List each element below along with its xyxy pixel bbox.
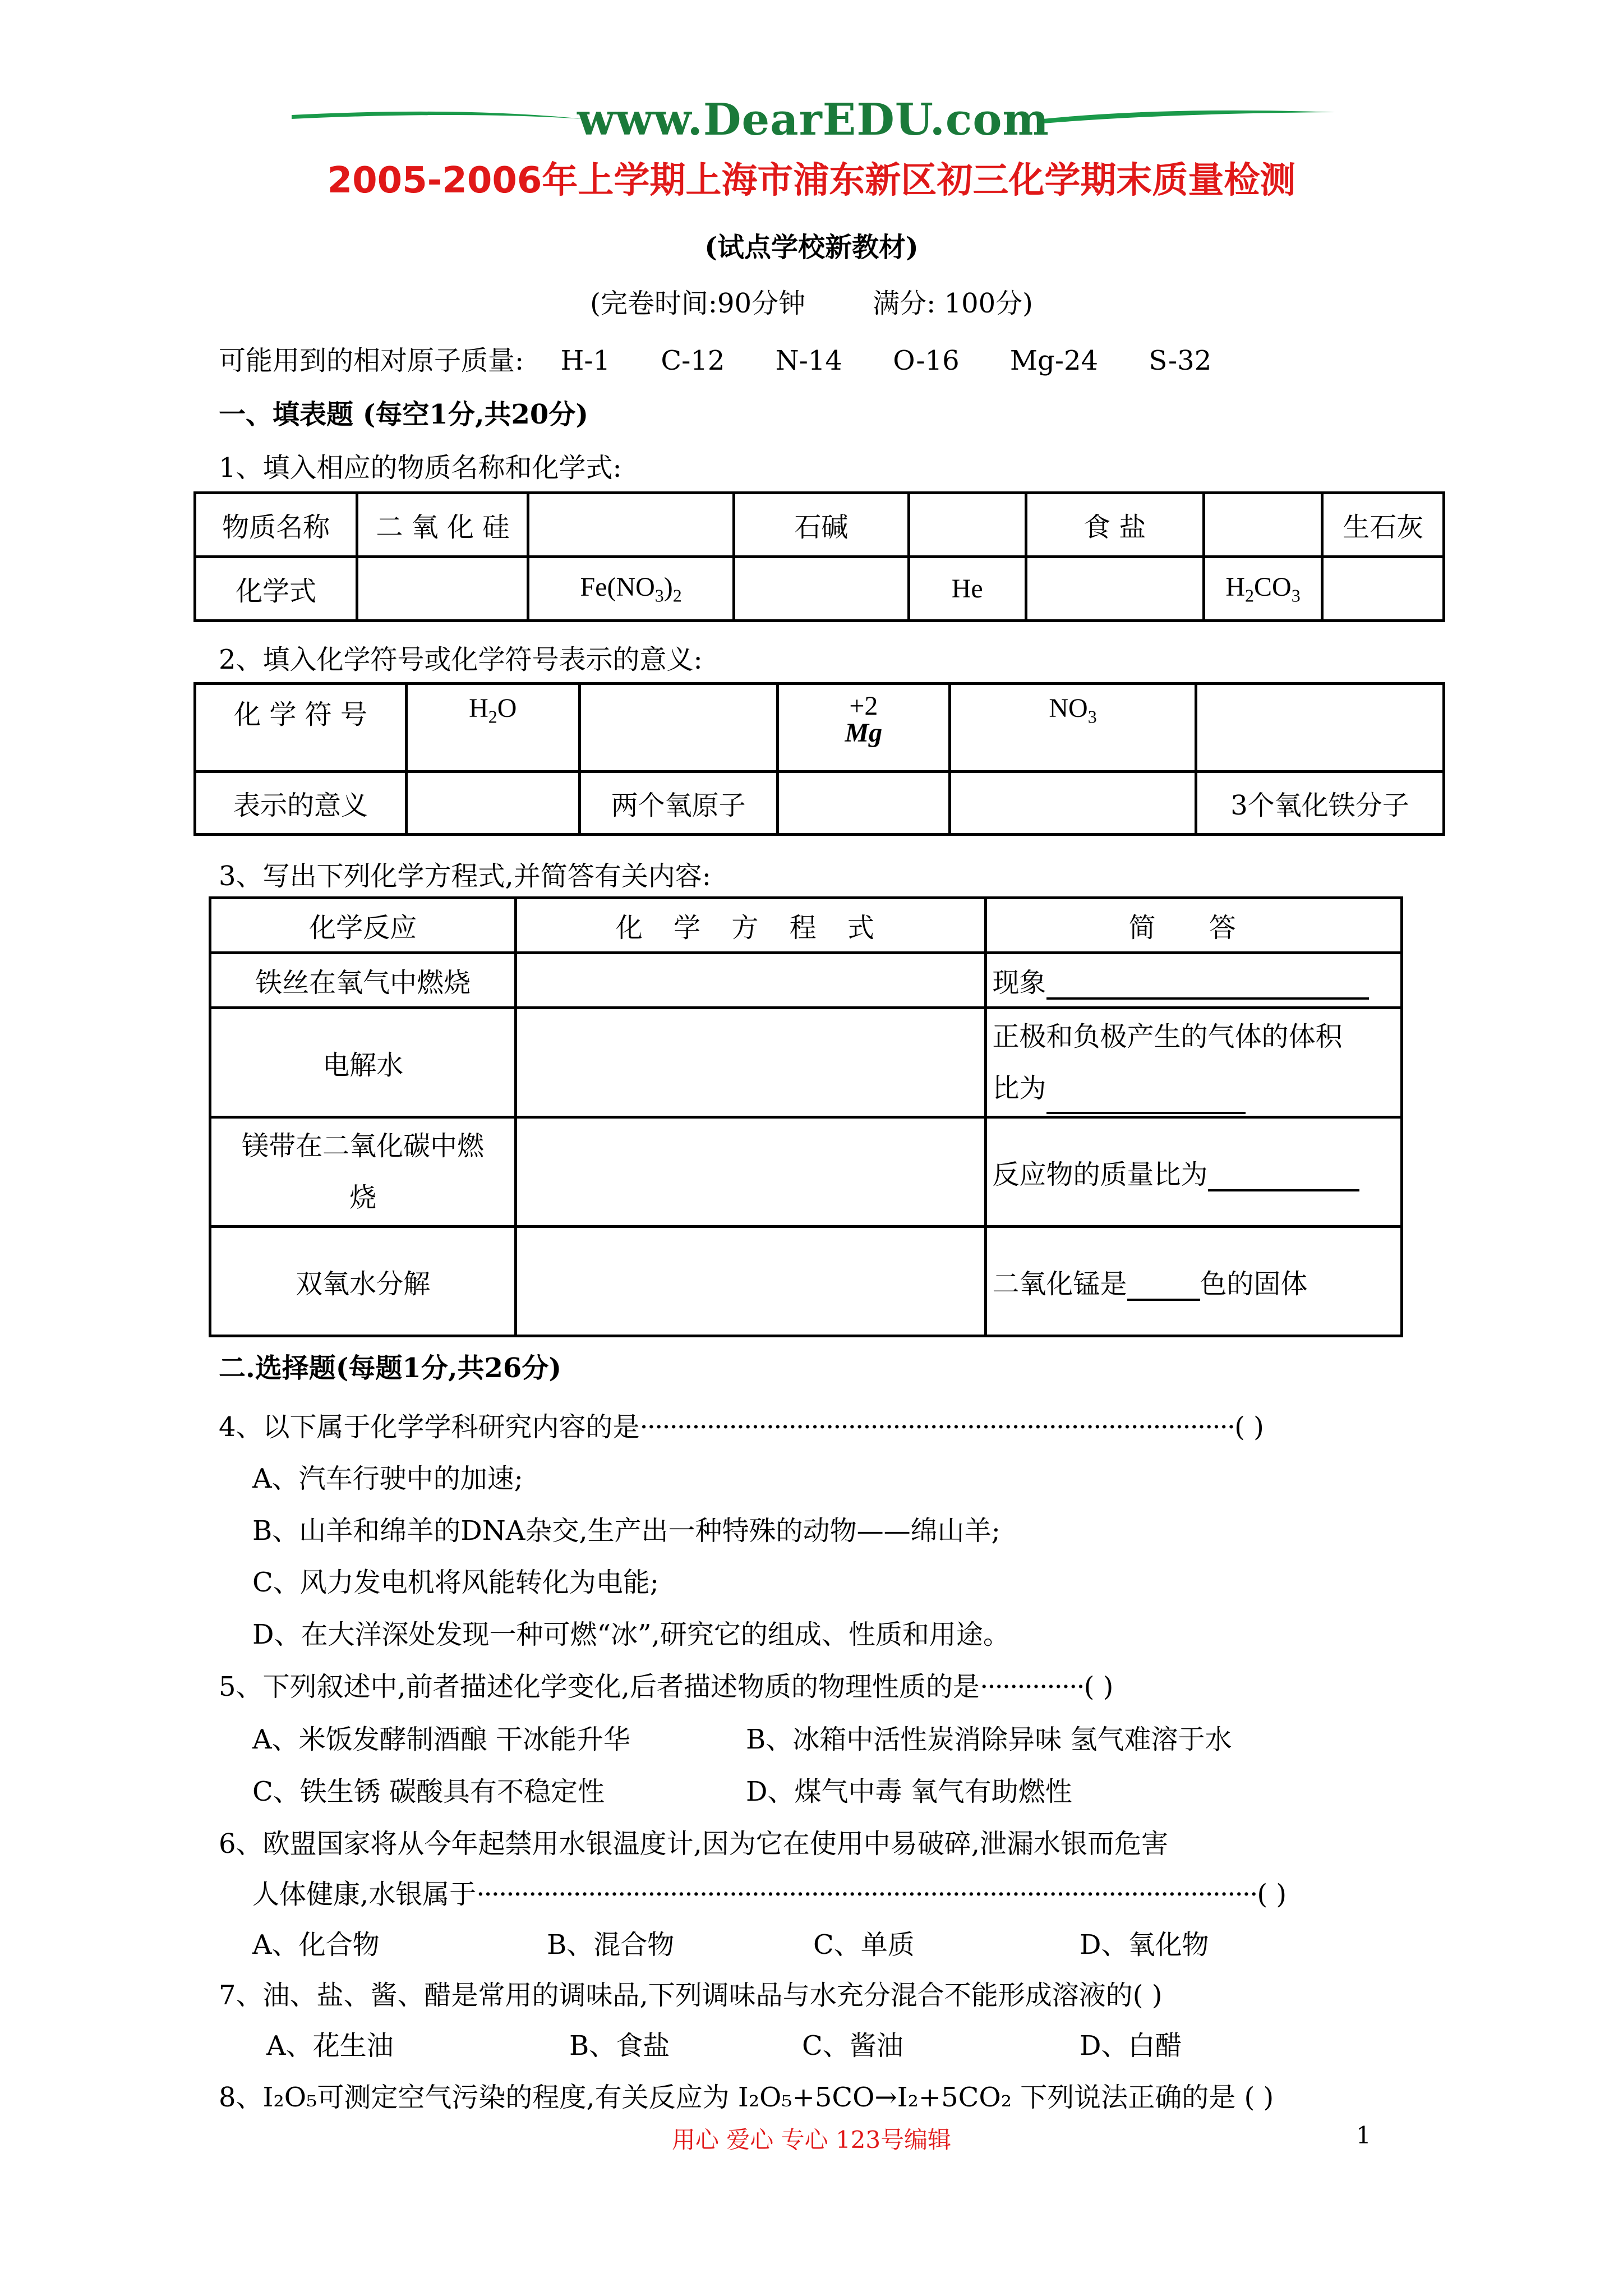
mg-symbol: Mg xyxy=(845,718,883,748)
page-number: 1 xyxy=(1356,2122,1371,2149)
question-3: 3、写出下列化学方程式,并简答有关内容: xyxy=(219,861,711,892)
table-cell: 石碱 xyxy=(734,493,909,557)
table-cell: 二 氧 化 硅 xyxy=(357,493,528,557)
answer-cell[interactable] xyxy=(950,772,1196,835)
table-cell: 物质名称 xyxy=(195,493,357,557)
answer-text: 正极和负极产生的气体的体积 xyxy=(992,1021,1343,1052)
mass-item: Mg-24 xyxy=(1009,345,1099,376)
leader-dots: ·············· xyxy=(980,1671,1084,1703)
question-6-text: 人体健康,水银属于 xyxy=(252,1879,477,1910)
answer-cell[interactable] xyxy=(1026,557,1204,621)
answer-cell[interactable] xyxy=(357,557,528,621)
option[interactable]: D、煤气中毒 氧气有助燃性 xyxy=(746,1776,1072,1807)
option[interactable]: C、风力发电机将风能转化为电能; xyxy=(252,1567,659,1598)
question-8: 8、I₂O₅可测定空气污染的程度,有关反应为 I₂O₅+5CO→I₂+5CO₂ 下列说法正确的是 ( ) xyxy=(219,2082,1274,2113)
table-cell: 铁丝在氧气中燃烧 xyxy=(210,953,516,1008)
table-cell: 两个氧原子 xyxy=(579,772,777,835)
question-4 xyxy=(219,1405,1264,1444)
question-4-text: 4、以下属于化学学科研究内容的是 xyxy=(219,1411,640,1443)
option[interactable]: D、氧化物 xyxy=(1080,1929,1209,1961)
mass-item: S-32 xyxy=(1149,345,1212,376)
answer-paren[interactable]: ( ) xyxy=(1234,1411,1264,1443)
table-cell: 化 学 符 号 xyxy=(195,684,407,772)
column-header: 简 答 xyxy=(985,898,1402,953)
answer-cell[interactable] xyxy=(516,1117,985,1227)
option[interactable]: B、山羊和绵羊的DNA杂交,生产出一种特殊的动物——绵山羊; xyxy=(252,1515,1000,1547)
answer-cell[interactable] xyxy=(516,1008,985,1117)
mass-item: C-12 xyxy=(661,345,725,376)
option[interactable]: B、混合物 xyxy=(547,1929,675,1961)
table-row xyxy=(210,1008,1402,1117)
option[interactable]: D、在大洋深处发现一种可燃“冰”,研究它的组成、性质和用途。 xyxy=(252,1619,1010,1650)
exam-time: (完卷时间:90分钟 xyxy=(590,288,806,319)
formula-cell: $Fe(NO_3)_2$ xyxy=(528,557,734,621)
answer-cell[interactable] xyxy=(516,953,985,1008)
table-cell: 电解水 xyxy=(210,1008,516,1117)
reaction-text: 镁带在二氧化碳中燃 xyxy=(242,1130,485,1162)
table-row xyxy=(195,493,1444,557)
table-cell xyxy=(210,1117,516,1227)
mass-item: O-16 xyxy=(893,345,960,376)
option[interactable]: C、单质 xyxy=(813,1929,915,1961)
section1-heading: 一、填表题 (每空1分,共20分) xyxy=(219,399,589,430)
mass-item: N-14 xyxy=(775,345,842,376)
formula-cell: $NO_3$ xyxy=(950,684,1196,772)
answer-cell[interactable] xyxy=(579,684,777,772)
atomic-masses-label: 可能用到的相对原子质量: xyxy=(219,345,524,376)
answer-paren[interactable]: ( ) xyxy=(1257,1879,1287,1910)
table-row xyxy=(210,1227,1402,1336)
page-footer: 用心 爱心 专心 123号编辑 xyxy=(671,2126,952,2154)
question-6: 6、欧盟国家将从今年起禁用水银温度计,因为它在使用中易破碎,泄漏水银而危害 xyxy=(219,1828,1169,1860)
table-cell: 二氧化锰是 色的固体 xyxy=(985,1227,1402,1336)
option[interactable]: A、化合物 xyxy=(252,1929,380,1961)
column-header: 化学反应 xyxy=(210,898,516,953)
table-row xyxy=(210,953,1402,1008)
exam-time-score xyxy=(0,282,1623,320)
answer-cell[interactable] xyxy=(407,772,579,835)
answer-blank[interactable] xyxy=(1046,970,1369,1000)
formula-cell: He xyxy=(909,557,1026,621)
exam-title: 2005-2006年上学期上海市浦东新区初三化学期末质量检测 xyxy=(327,160,1296,201)
table-substance-formula xyxy=(193,491,1445,622)
table-cell: 现象 xyxy=(985,953,1402,1008)
answer-cell[interactable] xyxy=(528,493,734,557)
answer-cell[interactable] xyxy=(909,493,1026,557)
option[interactable]: A、花生油 xyxy=(266,2030,394,2062)
answer-blank[interactable] xyxy=(1127,1272,1200,1301)
answer-blank[interactable] xyxy=(1208,1162,1359,1191)
table-cell: 3个氧化铁分子 xyxy=(1196,772,1444,835)
leader-dots: ················································································ xyxy=(639,1411,1235,1443)
table-cell: 化学式 xyxy=(195,557,357,621)
table-row xyxy=(195,772,1444,835)
site-banner xyxy=(292,84,1335,151)
section2-heading: 二.选择题(每题1分,共26分) xyxy=(219,1352,562,1384)
formula-cell: $H_2CO_3$ xyxy=(1204,557,1322,621)
formula-cell: $H_2O$ xyxy=(407,684,579,772)
answer-blank[interactable] xyxy=(1046,1085,1246,1114)
valence-mark: +2 xyxy=(849,691,878,721)
table-row xyxy=(195,684,1444,772)
answer-cell[interactable] xyxy=(734,557,909,621)
table-equations xyxy=(209,896,1403,1337)
answer-cell[interactable] xyxy=(1204,493,1322,557)
question-5 xyxy=(219,1665,1113,1704)
table-row xyxy=(210,1117,1402,1227)
table-cell: 正极和负极产生的气体的体积 比为 xyxy=(985,1008,1402,1117)
option[interactable]: A、米饭发酵制酒酿 干冰能升华 xyxy=(252,1724,630,1755)
question-5-text: 5、下列叙述中,前者描述化学变化,后者描述物质的物理性质的是 xyxy=(219,1671,980,1703)
site-logo-text: www.DearEDU.com xyxy=(577,94,1049,145)
answer-cell[interactable] xyxy=(777,772,949,835)
formula-cell xyxy=(777,684,949,772)
option[interactable]: D、白醋 xyxy=(1080,2030,1182,2062)
question-7: 7、油、盐、酱、醋是常用的调味品,下列调味品与水充分混合不能形成溶液的( ) xyxy=(219,1980,1163,2011)
table-symbol-meaning xyxy=(193,682,1445,836)
answer-cell[interactable] xyxy=(1196,684,1444,772)
option[interactable]: B、食盐 xyxy=(569,2030,670,2062)
table-header-row xyxy=(210,898,1402,953)
table-cell: 双氧水分解 xyxy=(210,1227,516,1336)
answer-cell[interactable] xyxy=(1322,557,1444,621)
table-cell: 反应物的质量比为 xyxy=(985,1117,1402,1227)
option[interactable]: A、汽车行驶中的加速; xyxy=(252,1463,523,1494)
exam-score: 满分: 100分) xyxy=(873,288,1033,319)
table-cell: 食 盐 xyxy=(1026,493,1204,557)
question-2: 2、填入化学符号或化学符号表示的意义: xyxy=(219,644,703,675)
mass-item: H-1 xyxy=(560,345,611,376)
option[interactable]: C、铁生锈 碳酸具有不稳定性 xyxy=(252,1776,605,1807)
column-header: 化 学 方 程 式 xyxy=(516,898,985,953)
option[interactable]: B、冰箱中活性炭消除异味 氢气难溶于水 xyxy=(746,1724,1232,1755)
table-row xyxy=(195,557,1444,621)
table-cell: 生石灰 xyxy=(1322,493,1444,557)
table-cell: 表示的意义 xyxy=(195,772,407,835)
reaction-text: 烧 xyxy=(349,1182,377,1213)
leader-dots: ········································································································· xyxy=(476,1879,1257,1910)
question-6-cont xyxy=(252,1872,1287,1911)
question-1: 1、填入相应的物质名称和化学式: xyxy=(219,452,622,484)
answer-cell[interactable] xyxy=(516,1227,985,1336)
answer-paren[interactable]: ( ) xyxy=(1083,1671,1114,1703)
atomic-masses xyxy=(219,339,1253,378)
option[interactable]: C、酱油 xyxy=(802,2030,903,2062)
exam-subtitle: (试点学校新教材) xyxy=(704,232,919,263)
